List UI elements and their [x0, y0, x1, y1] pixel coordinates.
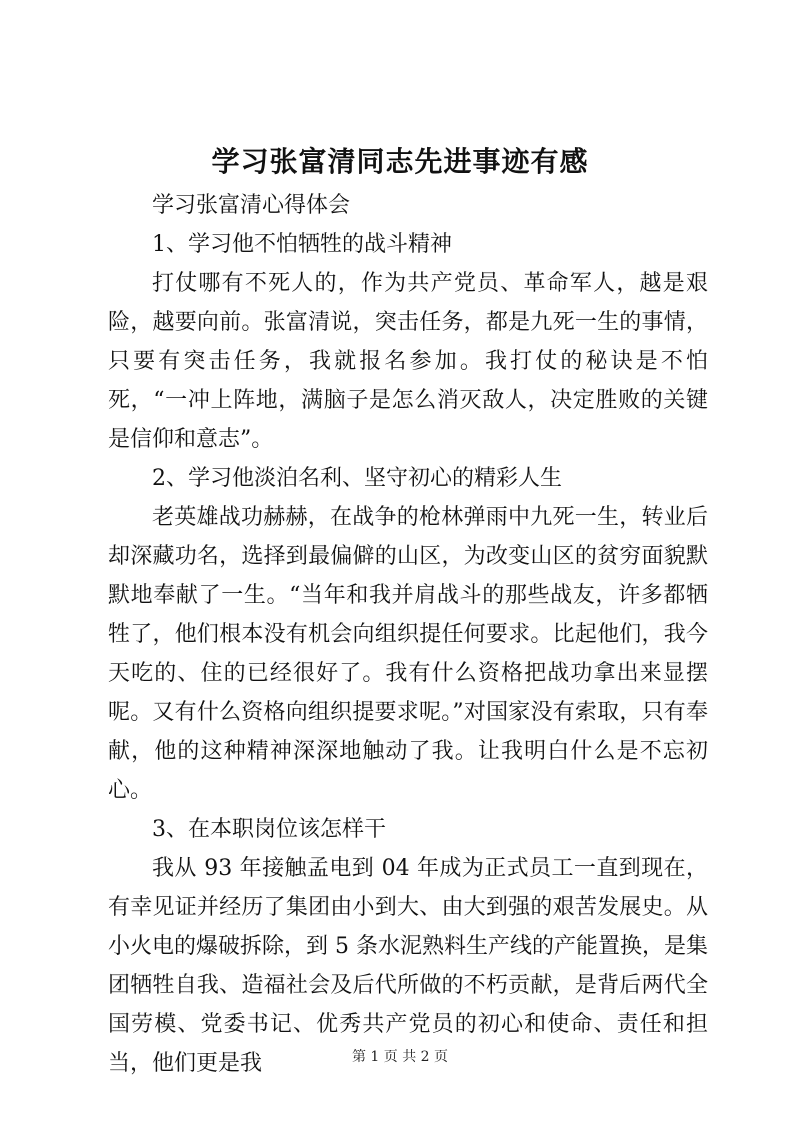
paragraph-body-2: 老英雄战功赫赫，在战争的枪林弹雨中九死一生，转业后却深藏功名，选择到最偏僻的山区，为改变山区的贫穷面貌默默地奉献了一生。“当年和我并肩战斗的那些战友，许多都牺牲了，他们根本没有机会向组织提任何要求。比起他们，我今天吃的、住的已经很好了。我有什么资格把战功拿出来显摆呢。又有什么资格向组织提要求呢。”对国家没有索取，只有奉献，他的这种精神深深地触动了我。让我明白什么是不忘初心。 [108, 505, 708, 803]
paragraph-body-3: 我从 93 年接触孟电到 04 年成为正式员工一直到现在，有幸见证并经历了集团由小到大、由大到强的艰苦发展史。从小火电的爆破拆除，到 5 条水泥熟料生产线的产能置换，是集团牺牲自我、造福社会及后代所做的不朽贡献，是背后两代全国劳模、党委书记、优秀共产党员的初心和使命、责任和担当，他们更是我 [108, 856, 708, 1076]
paragraph-subtitle: 学习张富清心得体会 [152, 193, 351, 218]
paragraph-heading-3: 3、在本职岗位该怎样干 [152, 817, 386, 842]
paragraph-heading-1: 1、学习他不怕牺牲的战斗精神 [152, 232, 452, 257]
paragraph-heading-2: 2、学习他淡泊名利、坚守初心的精彩人生 [152, 466, 562, 491]
document-body [108, 186, 708, 1083]
page-footer: 第 1 页 共 2 页 [351, 1049, 449, 1065]
document-title: 学习张富清同志先进事迹有感 [211, 145, 589, 178]
paragraph-body-1: 打仗哪有不死人的，作为共产党员、革命军人，越是艰险，越要向前。张富清说，突击任务，都是九死一生的事情，只要有突击任务，我就报名参加。我打仗的秘诀是不怕死，“一冲上阵地，满脑子是怎么消灭敌人，决定胜败的关键是信仰和意志”。 [108, 271, 708, 452]
